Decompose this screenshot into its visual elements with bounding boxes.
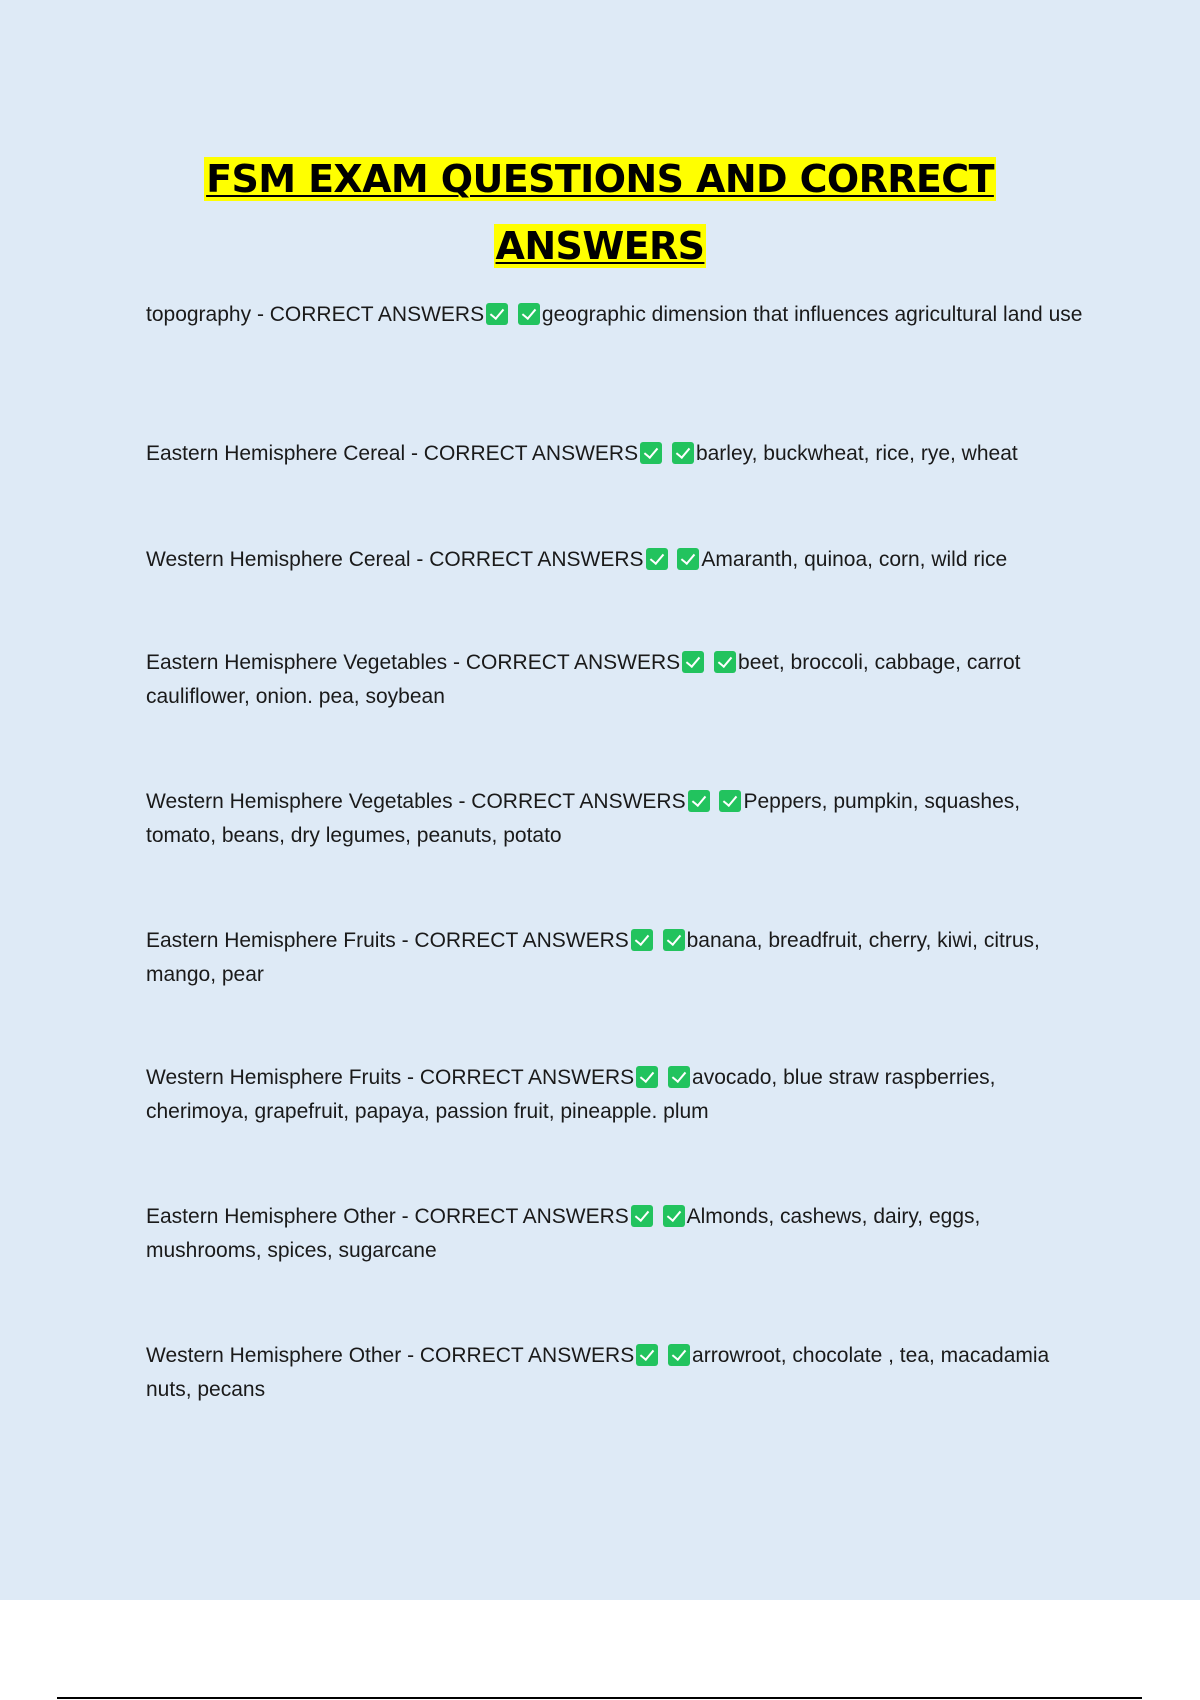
answer-marker: - CORRECT ANSWERS	[256, 303, 485, 326]
check-mark-icon	[646, 548, 668, 570]
check-mark-icon	[663, 1205, 685, 1227]
check-mark-icon	[631, 929, 653, 951]
check-mark-icon	[631, 1205, 653, 1227]
qa-answer: beet, broccoli, cabbage, carrot cauliflower, onion. pea, soybean	[146, 651, 1021, 708]
qa-item	[146, 437, 1086, 471]
qa-term: topography	[146, 303, 252, 326]
answer-marker: - CORRECT ANSWERS	[407, 1344, 635, 1367]
qa-item	[146, 1339, 1086, 1407]
check-mark-icon	[682, 651, 704, 673]
qa-term: Western Hemisphere Fruits	[146, 1066, 402, 1089]
qa-term: Western Hemisphere Vegetables	[146, 790, 453, 813]
qa-term: Eastern Hemisphere Vegetables	[146, 651, 448, 674]
answer-marker: - CORRECT ANSWERS	[458, 790, 686, 813]
answer-marker: - CORRECT ANSWERS	[453, 651, 681, 674]
answer-marker: - CORRECT ANSWERS	[416, 548, 644, 571]
answer-marker: - CORRECT ANSWERS	[401, 1205, 629, 1228]
title-block	[0, 146, 1200, 280]
qa-answer: Almonds, cashews, dairy, eggs, mushrooms, spices, sugarcane	[146, 1205, 981, 1262]
qa-answer: arrowroot, chocolate , tea, macadamia nuts, pecans	[146, 1344, 1050, 1401]
check-mark-icon	[672, 442, 694, 464]
document-title: FSM EXAM QUESTIONS AND CORRECT ANSWERS	[206, 157, 994, 268]
answer-marker: - CORRECT ANSWERS	[407, 1066, 635, 1089]
qa-item	[146, 646, 1086, 714]
check-mark-icon	[677, 548, 699, 570]
qa-answer: Amaranth, quinoa, corn, wild rice	[701, 548, 1008, 571]
check-mark-icon	[668, 1344, 690, 1366]
check-mark-icon	[668, 1066, 690, 1088]
check-mark-icon	[486, 303, 508, 325]
qa-term: Western Hemisphere Cereal	[146, 548, 411, 571]
qa-item	[146, 785, 1086, 853]
qa-item	[146, 1061, 1086, 1129]
check-mark-icon	[636, 1344, 658, 1366]
check-mark-icon	[663, 929, 685, 951]
check-mark-icon	[719, 790, 741, 812]
qa-item	[146, 924, 1086, 992]
qa-answer: avocado, blue straw raspberries, cherimoya, grapefruit, papaya, passion fruit, pineapple. plum	[146, 1066, 996, 1123]
check-mark-icon	[636, 1066, 658, 1088]
qa-answer: Peppers, pumpkin, squashes, tomato, beans, dry legumes, peanuts, potato	[146, 790, 1021, 847]
qa-item	[146, 1200, 1086, 1268]
qa-term: Eastern Hemisphere Cereal	[146, 442, 406, 465]
qa-item	[146, 543, 1086, 577]
qa-term: Eastern Hemisphere Other	[146, 1205, 396, 1228]
qa-answer: geographic dimension that influences agricultural land use	[541, 303, 1083, 326]
qa-term: Eastern Hemisphere Fruits	[146, 929, 396, 952]
qa-answer: banana, breadfruit, cherry, kiwi, citrus, mango, pear	[146, 929, 1040, 986]
qa-answer: barley, buckwheat, rice, rye, wheat	[695, 442, 1018, 465]
answer-marker: - CORRECT ANSWERS	[410, 442, 639, 465]
check-mark-icon	[688, 790, 710, 812]
check-mark-icon	[640, 442, 662, 464]
footer-divider	[57, 1697, 1142, 1699]
qa-term: Western Hemisphere Other	[146, 1344, 402, 1367]
answer-marker: - CORRECT ANSWERS	[401, 929, 629, 952]
check-mark-icon	[714, 651, 736, 673]
qa-item	[146, 298, 1086, 332]
check-mark-icon	[518, 303, 540, 325]
